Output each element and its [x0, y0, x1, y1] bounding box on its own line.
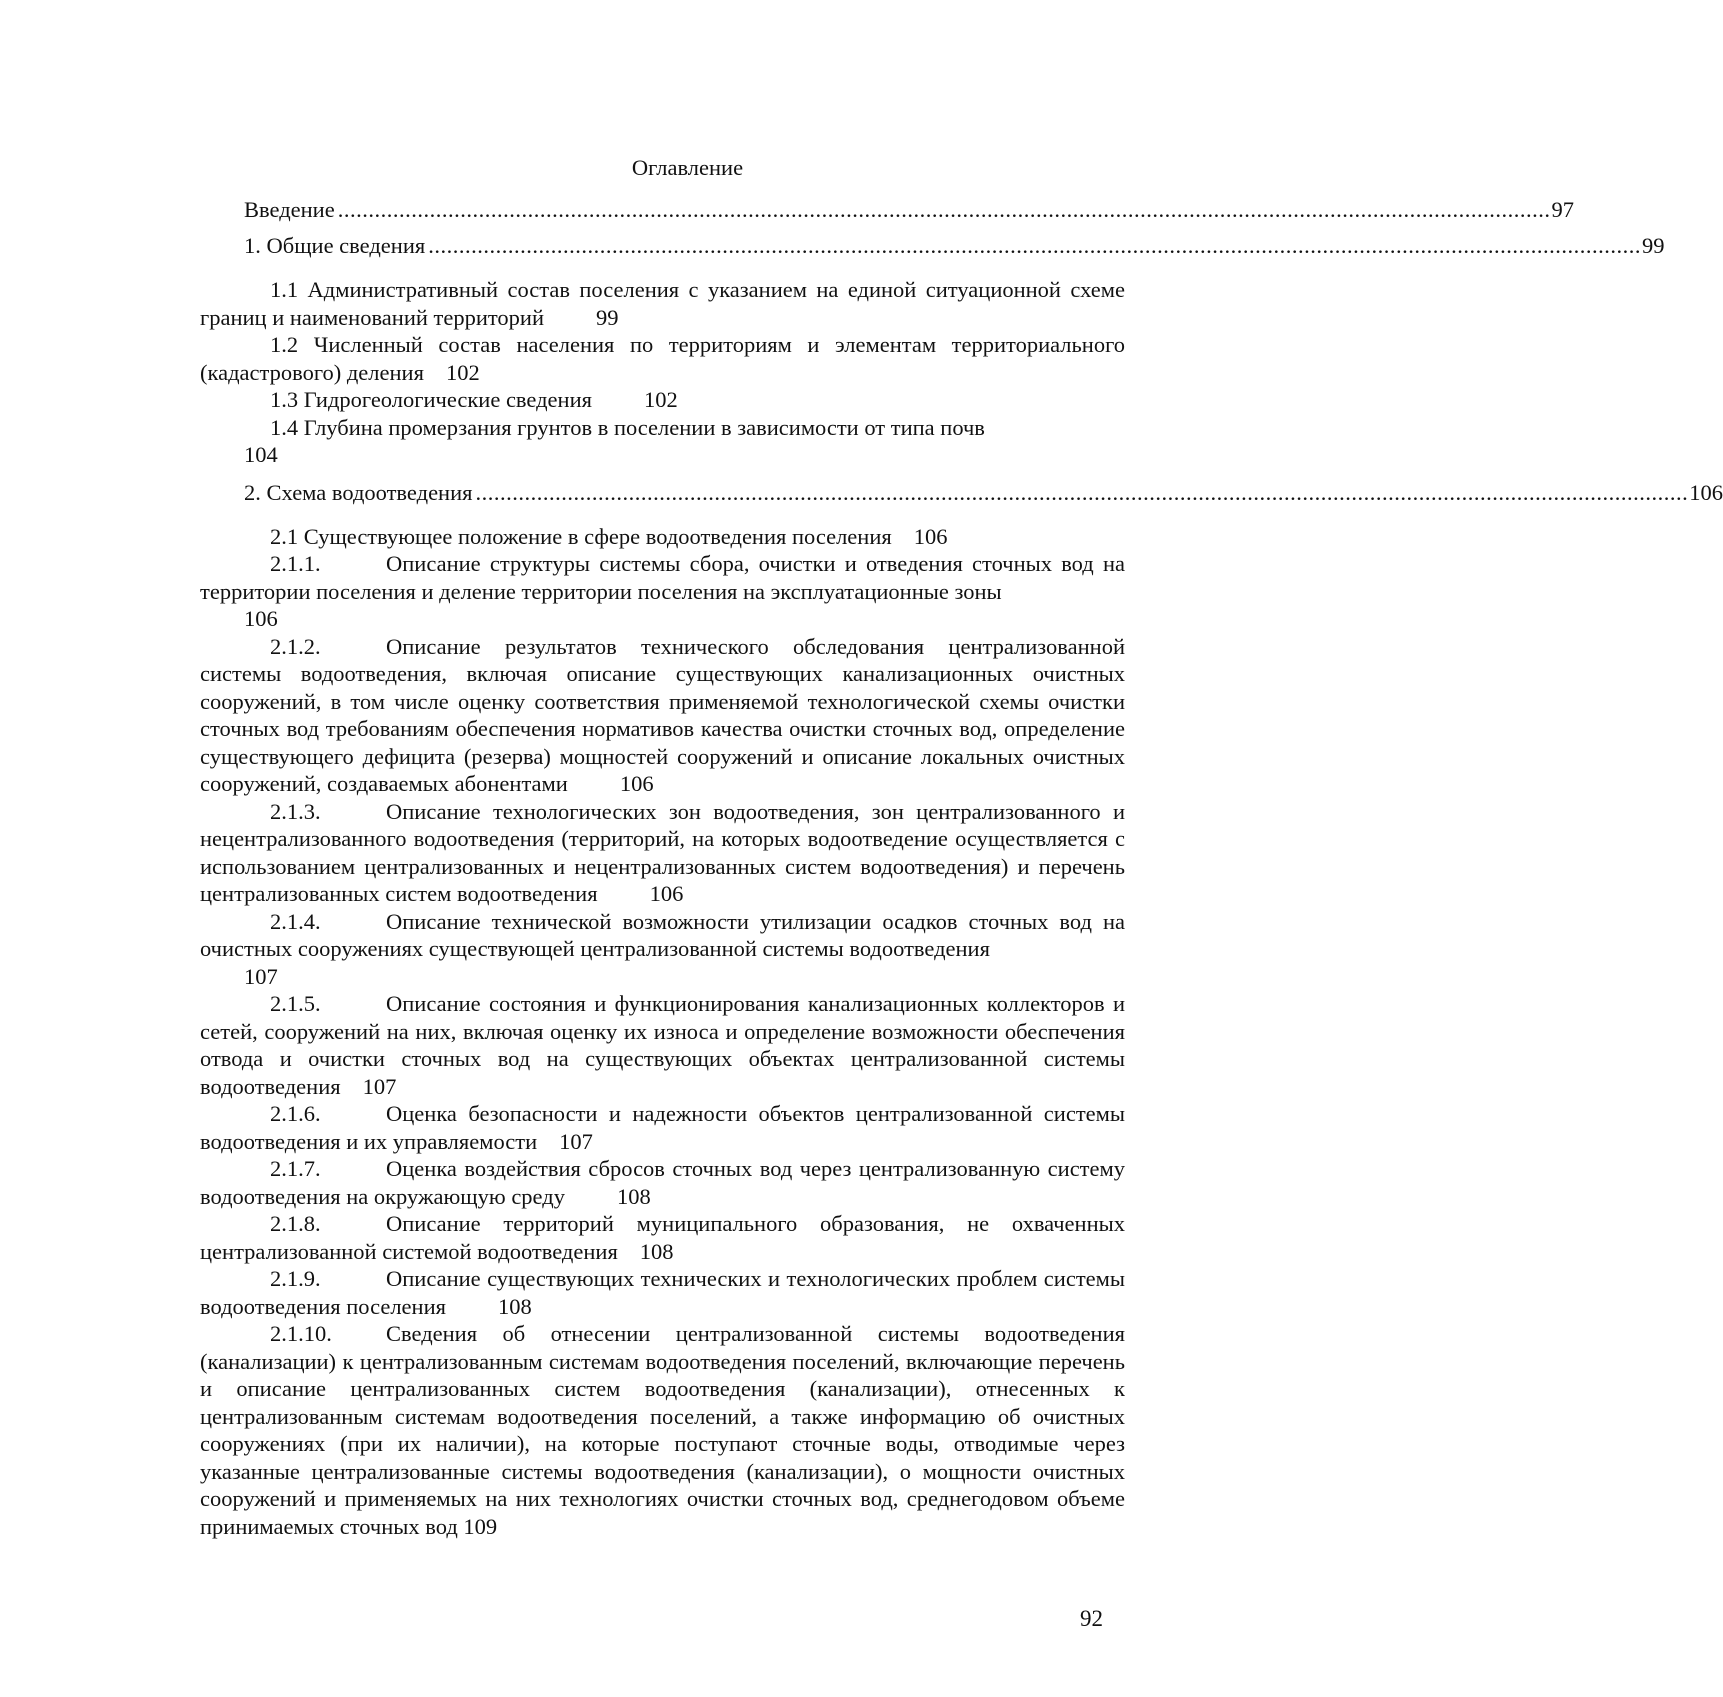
toc-title: Оглавление — [631, 155, 744, 180]
entry-code: 2.1.10. — [270, 1321, 332, 1346]
entry-text: 1.2 Численный состав населения по территориям и элементам территориального (кадастрового) деления — [200, 332, 1125, 385]
entry-text: Описание технологических зон водоотведения, зон централизованного и нецентрализованного водоотведения (территорий, на которых водоотведение осуществляется с использованием централизованных и нецентрализованных систем водоотведения) и перечень централизованных систем водоотведения — [200, 798, 1125, 906]
toc-subentry-2-1-5[interactable] — [200, 990, 1125, 1100]
toc-subentry-2-1-4[interactable] — [200, 908, 1125, 991]
entry-text: Описание структуры системы сбора, очистки и отведения сточных вод на территории поселения и деление территории поселения на эксплуатационные зоны — [200, 551, 1125, 604]
entry-page: 108 — [616, 1183, 651, 1209]
toc-entry-label: 2. Схема водоотведения — [244, 479, 473, 505]
entry-code: 2.1.2. — [270, 633, 321, 659]
entry-text: Оценка воздействия сбросов сточных вод через централизованную систему водоотведения на окружающую среду — [200, 1156, 1125, 1209]
toc-entry-label: Введение — [244, 197, 335, 222]
entry-code: 2.1.4. — [270, 908, 321, 934]
page-number: 92 — [1080, 1606, 1103, 1631]
toc-entry-general[interactable] — [244, 228, 1665, 264]
toc-subentry-2-1-7[interactable] — [200, 1155, 1125, 1210]
entry-code: 2.1.1. — [270, 551, 321, 576]
entry-text: 1.1 Административный состав поселения с указанием на единой ситуационной схеме границ и наименований территорий — [200, 277, 1125, 330]
toc-subentry-2-1[interactable] — [200, 523, 1125, 551]
entry-page: 107 — [559, 1128, 593, 1154]
toc-subentry-1-3[interactable] — [200, 386, 1125, 414]
entry-page: 106 — [913, 523, 948, 549]
entry-text: Оценка безопасности и надежности объектов централизованной системы водоотведения и их управляемости — [200, 1101, 1125, 1154]
entry-page: 106 — [244, 606, 278, 631]
entry-code: 2.1.8. — [270, 1211, 321, 1236]
toc-subentry-2-1-6[interactable] — [200, 1100, 1125, 1155]
entry-page: 99 — [596, 304, 619, 330]
toc-leader: ...................................................................................................................................................................................................... — [337, 197, 1551, 222]
entry-page: 102 — [643, 387, 678, 412]
toc-subentry-2-1-2[interactable] — [200, 633, 1125, 798]
entry-text: Существующее положение в сфере водоотведения поселения — [303, 523, 892, 549]
toc-leader: ...................................................................................................................................................................................................... — [428, 233, 1641, 258]
toc-subentry-1-4[interactable] — [200, 414, 1125, 469]
entry-code: 2.1.5. — [270, 991, 321, 1016]
entry-page: 104 — [244, 442, 278, 467]
toc-subentry-2-1-1[interactable] — [200, 550, 1125, 633]
entry-page: 102 — [445, 359, 480, 385]
toc-leader: ...................................................................................................................................................................................................... — [475, 479, 1689, 505]
toc-entry-label: 1. Общие сведения — [244, 233, 426, 258]
entry-text: Описание существующих технических и технологических проблем системы водоотведения поселения — [200, 1266, 1125, 1319]
entry-code: 2.1.7. — [270, 1156, 321, 1181]
entry-page: 108 — [497, 1293, 532, 1319]
toc-entry-page: 99 — [1641, 233, 1665, 258]
toc-subentry-1-2[interactable] — [200, 331, 1125, 386]
toc-entry-page: 106 — [1689, 479, 1723, 505]
entry-text: Описание состояния и функционирования канализационных коллекторов и сетей, сооружений на них, включая оценку их износа и определение возможности обеспечения отвода и очистки сточных вод на существующих объектах централизованной системы водоотведения — [200, 991, 1125, 1099]
entry-page: 107 — [362, 1073, 397, 1099]
toc-entry-intro[interactable] — [244, 192, 1574, 228]
entry-text: Сведения об отнесении централизованной системы водоотведения (канализации) к централизованным системам водоотведения поселений, включающие перечень и описание централизованных систем водоотведения (канализации), отнесенных к централизованным системам водоотведения поселений, а также информацию об очистных сооружениях (при их наличии), на которые поступают сточные воды, отводимые через указанные централизованные системы водоотведения (канализации), о мощности очистных сооружений и применяемых на них технологиях очистки сточных вод, среднегодовом объеме принимаемых сточных вод — [200, 1321, 1125, 1539]
entry-code: 2.1.6. — [270, 1101, 321, 1126]
entry-text: Описание результатов технического обследования централизованной системы водоотведения, включая описание существующих канализационных очистных сооружений, в том числе оценку соответствия применяемой технологической схемы очистки сточных вод требованиям обеспечения нормативов качества очистки сточных вод, определение существующего дефицита (резерва) мощностей сооружений и описание локальных очистных сооружений, создаваемых абонентами — [200, 633, 1125, 796]
entry-page: 109 — [463, 1513, 498, 1539]
toc-subentry-2-1-8[interactable] — [200, 1210, 1125, 1265]
entry-page: 106 — [619, 771, 654, 796]
entry-page: 107 — [244, 963, 278, 989]
entry-text: 1.4 Глубина промерзания грунтов в поселении в зависимости от типа почв — [270, 414, 985, 440]
toc-entry-sewerage[interactable] — [244, 475, 1723, 511]
entry-text: Описание технической возможности утилизации осадков сточных вод на очистных сооружениях существующей централизованной системы водоотведения — [200, 908, 1125, 961]
entry-code: 2.1.9. — [270, 1266, 321, 1291]
entry-code: 2.1.3. — [270, 798, 321, 824]
entry-text: Описание территорий муниципального образования, не охваченных централизованной системой водоотведения — [200, 1211, 1125, 1264]
entry-text: 1.3 Гидрогеологические сведения — [270, 387, 592, 412]
toc-subentry-2-1-3[interactable] — [200, 798, 1125, 908]
entry-code: 2.1 — [270, 523, 299, 549]
toc-subentry-1-1[interactable] — [200, 276, 1125, 331]
toc-page — [200, 150, 1723, 1540]
entry-page: 106 — [649, 881, 684, 906]
entry-page: 108 — [639, 1238, 674, 1264]
toc-subentry-2-1-9[interactable] — [200, 1265, 1125, 1320]
toc-subentry-2-1-10[interactable] — [200, 1320, 1125, 1540]
toc-entry-page: 97 — [1551, 197, 1574, 222]
